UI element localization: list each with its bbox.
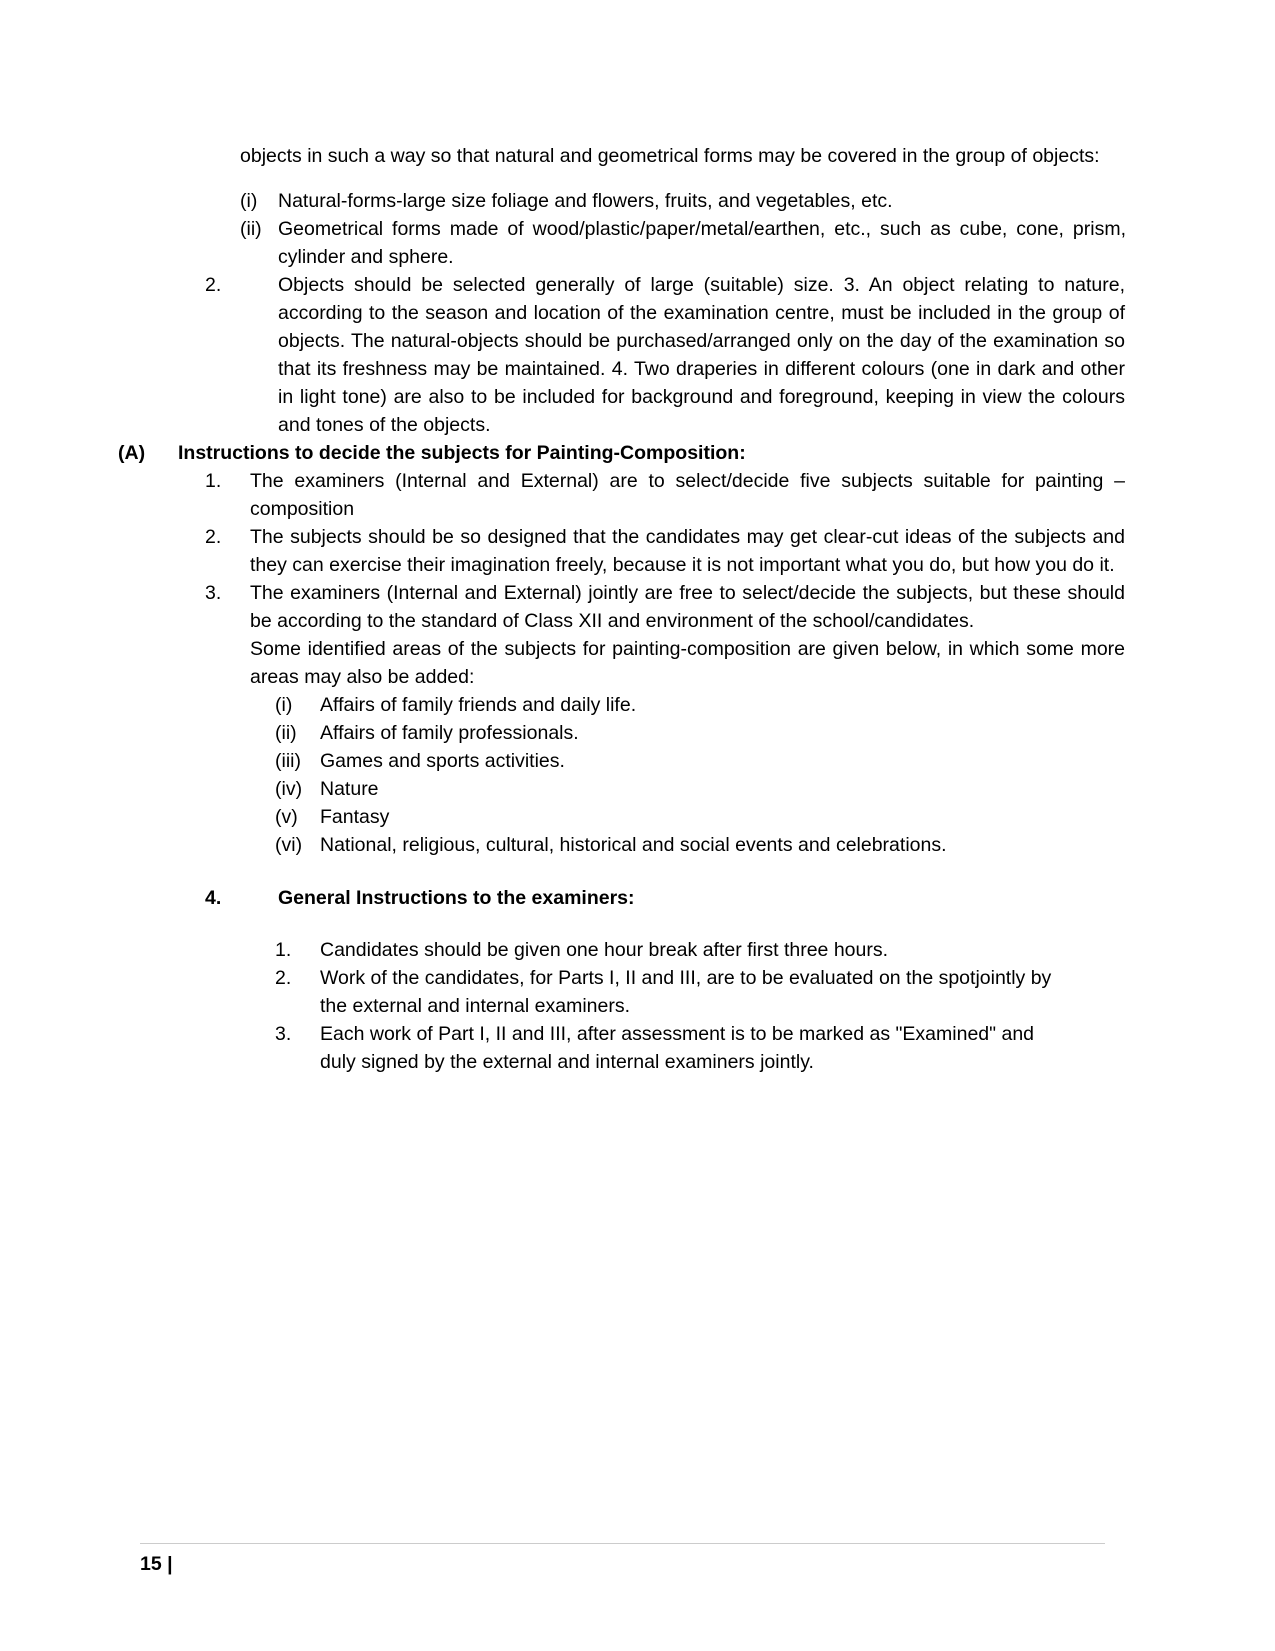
list-marker: 2.	[205, 274, 222, 296]
section-marker: (A)	[118, 442, 146, 464]
list-item-text: Affairs of family friends and daily life.	[320, 694, 637, 716]
numbered-item-2	[205, 271, 1125, 439]
forms-list	[240, 187, 1126, 271]
section-title: General Instructions to the examiners:	[278, 887, 635, 909]
list-item-text: Natural-forms-large size foliage and flowers, fruits, and vegetables, etc.	[278, 190, 893, 212]
list-marker: (v)	[275, 806, 298, 828]
footer-divider	[140, 1543, 1105, 1544]
list-item-text: Affairs of family professionals.	[320, 722, 579, 744]
section-marker: 4.	[205, 887, 222, 909]
list-item	[205, 467, 1125, 523]
list-item-text: Each work of Part I, II and III, after assessment is to be marked as "Examined" and duly signed by the external and internal examiners jointly.	[320, 1023, 1035, 1073]
list-item-text: Objects should be selected generally of large (suitable) size. 3. An object relating to nature, according to the season and location of the examination centre, must be included in the group of objects. The natural-objects should be purchased/arranged only on the day of the examination so that its freshness may be maintained. 4. Two draperies in different colours (one in dark and other in light tone) are also to be included for background and foreground, keeping in view the colours and tones of the objects.	[278, 274, 1125, 436]
list-marker: (vi)	[275, 834, 303, 856]
list-marker: (iii)	[275, 750, 301, 772]
list-item	[275, 831, 1130, 859]
list-marker: 3.	[205, 582, 222, 604]
list-item	[240, 187, 1126, 215]
list-marker: 2.	[275, 967, 292, 989]
list-item	[275, 1020, 1065, 1076]
list-marker: 1.	[205, 470, 222, 492]
list-item	[275, 964, 1065, 1020]
section-4-items	[0, 936, 1275, 1076]
intro-paragraph: objects in such a way so that natural and geometrical forms may be covered in the group of objects:	[240, 145, 1100, 167]
list-item	[275, 936, 1065, 964]
list-marker: (ii)	[240, 218, 262, 240]
list-item	[205, 523, 1125, 579]
list-marker: 1.	[275, 939, 292, 961]
page-footer	[0, 1543, 1275, 1578]
list-marker: (iv)	[275, 778, 303, 800]
list-item-text: National, religious, cultural, historical and social events and celebrations.	[320, 834, 947, 856]
list-item-text: Work of the candidates, for Parts I, II and III, are to be evaluated on the spotjointly by the external and internal examiners.	[320, 967, 1052, 1017]
section-a-heading	[118, 439, 1128, 467]
list-item	[275, 691, 1130, 719]
section-4-heading	[205, 884, 1125, 912]
list-item-text: Candidates should be given one hour break after first three hours.	[320, 939, 889, 961]
list-marker: 2.	[205, 526, 222, 548]
list-item	[240, 215, 1126, 271]
list-marker: (i)	[275, 694, 293, 716]
list-item-text: Games and sports activities.	[320, 750, 565, 772]
list-item	[275, 775, 1130, 803]
section-title: Instructions to decide the subjects for Painting-Composition:	[178, 442, 746, 464]
list-item-text: The subjects should be so designed that the candidates may get clear-cut ideas of the subjects and they can exercise their imagination freely, because it is not important what you do, but how you do it.	[250, 526, 1125, 576]
list-item	[275, 747, 1130, 775]
page-number: 15 |	[140, 1553, 173, 1575]
list-item	[275, 803, 1130, 831]
list-item-text: Fantasy	[320, 806, 390, 828]
list-marker: (ii)	[275, 722, 297, 744]
areas-note: Some identified areas of the subjects for painting-composition are given below, in which some more areas may also be added:	[250, 638, 1125, 688]
list-marker: 3.	[275, 1023, 292, 1045]
section-a-items	[0, 467, 1275, 635]
list-item-text: The examiners (Internal and External) jointly are free to select/decide the subjects, but these should be according to the standard of Class XII and environment of the school/candidates.	[250, 582, 1125, 632]
list-item-text: Nature	[320, 778, 379, 800]
areas-list	[0, 691, 1275, 859]
list-item	[205, 579, 1125, 635]
list-item-text: Geometrical forms made of wood/plastic/paper/metal/earthen, etc., such as cube, cone, prism, cylinder and sphere.	[278, 218, 1126, 268]
list-item-text: The examiners (Internal and External) are to select/decide five subjects suitable for painting – composition	[250, 470, 1125, 520]
list-marker: (i)	[240, 190, 258, 212]
list-item	[275, 719, 1130, 747]
